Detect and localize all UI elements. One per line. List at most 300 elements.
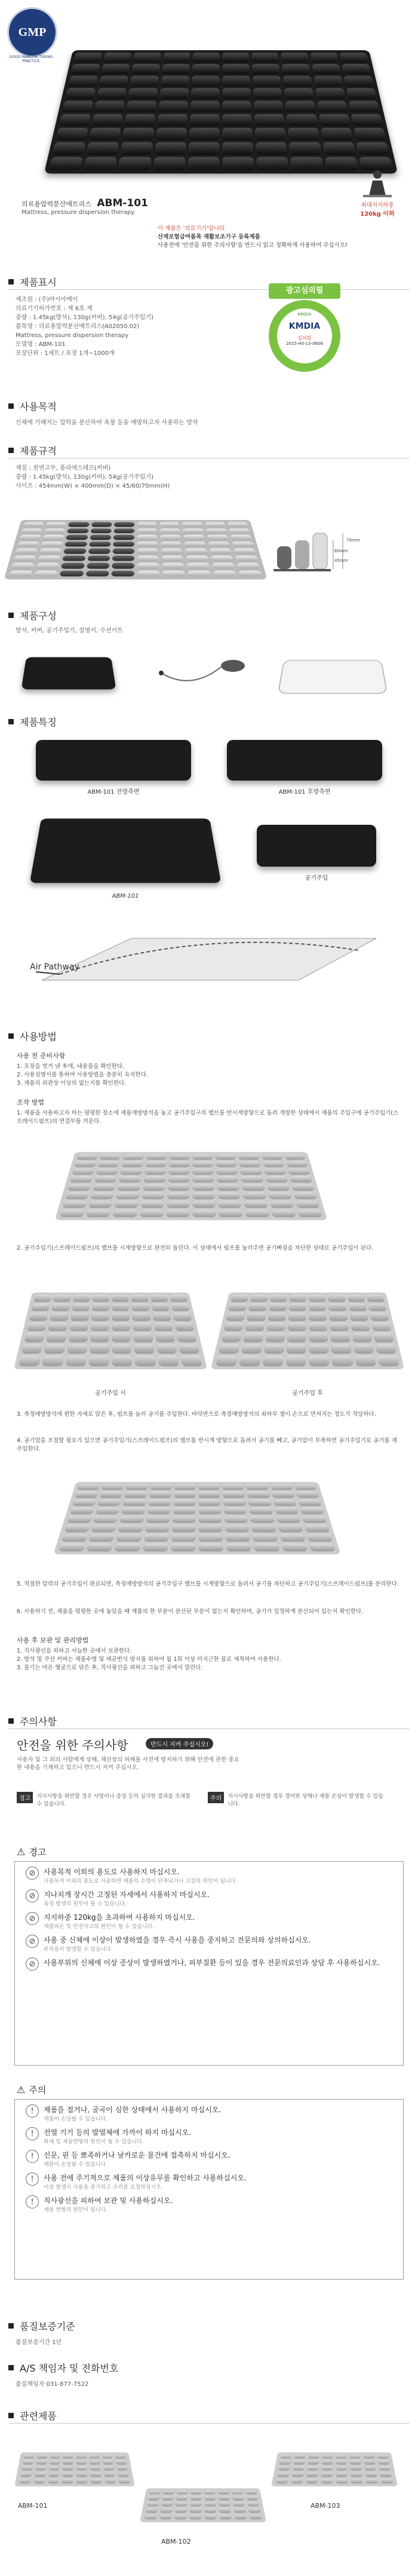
air-cell [160, 535, 182, 540]
air-cell [39, 548, 62, 553]
air-cell [147, 2497, 160, 2501]
feature-caption-rear: ABM-101 후방측면 [278, 789, 331, 796]
air-cell [115, 2455, 126, 2459]
air-cell [49, 2461, 60, 2465]
air-cell [112, 555, 134, 561]
air-cell [253, 76, 282, 87]
air-cell [215, 1154, 236, 1159]
air-cell [354, 1356, 376, 1366]
air-cell [8, 570, 33, 576]
safety-legend [17, 1792, 399, 1825]
air-cell [247, 2502, 259, 2506]
air-cell [233, 2502, 245, 2506]
max-weight-label: 최대지지하중 [361, 202, 394, 209]
air-cell [145, 1525, 170, 1532]
air-cell [71, 1304, 90, 1311]
section-title-features: 제품특징 [8, 715, 57, 729]
air-cell [59, 114, 91, 126]
air-cell [331, 1356, 353, 1366]
air-cell [88, 548, 110, 553]
air-cell [351, 2479, 363, 2483]
air-cell [88, 1356, 109, 1366]
air-cell [124, 114, 155, 126]
related-label-2: ABM-102 [161, 2538, 191, 2546]
air-cell [85, 570, 109, 576]
air-cell [222, 114, 253, 126]
air-cell [189, 114, 220, 126]
air-cell [268, 1304, 287, 1311]
air-cell [29, 1313, 48, 1321]
air-cell [169, 1154, 190, 1159]
air-cell [89, 128, 121, 140]
air-cell [253, 88, 283, 99]
air-cell [122, 1154, 144, 1159]
prep-title: 사용 전 준비사항 [17, 1052, 66, 1060]
air-cell [185, 548, 208, 553]
air-cell [246, 1484, 269, 1490]
air-cell [204, 2491, 216, 2495]
air-cell [241, 1344, 262, 1354]
air-cell [204, 2514, 217, 2519]
air-cell [380, 2479, 394, 2483]
air-cell [190, 2497, 202, 2501]
air-cell [243, 1333, 263, 1342]
air-cell [192, 1201, 216, 1208]
section-title-caution: 주의사항 [8, 1714, 57, 1728]
air-cell [176, 1333, 197, 1342]
air-cell [90, 535, 111, 540]
air-cell [265, 1176, 288, 1182]
label-line: 모델명 : ABM-101 [16, 341, 66, 348]
air-cell [132, 1313, 151, 1321]
air-cell [19, 535, 41, 540]
section-title-usage: 사용방법 [8, 1029, 57, 1043]
air-cell [377, 2461, 390, 2465]
air-cell [274, 1507, 299, 1514]
air-cell [42, 1356, 64, 1366]
safety-intro: 사용자 및 그 외의 사람에게 상해, 재산상의 피해를 사전에 방지하기 위해 안전에 관한 중요한 내용을 기재하고 있으니 반드시 지켜 주십시오. [17, 1757, 239, 1771]
cert-line-1: 심의필 [297, 335, 312, 341]
air-cell [242, 1192, 266, 1199]
air-cell [142, 1184, 165, 1191]
air-cell [247, 1313, 266, 1321]
caution-item-title: 사용부위의 신체에 이상 증상이 발생하였거나, 피부질환 등이 있을 경우 전문의료인과 상담 후 사용하십시오. [44, 1959, 380, 1967]
air-cell [329, 1313, 348, 1321]
air-cell [230, 1295, 249, 1302]
hero-cushion-image [44, 50, 398, 174]
caution-item [26, 1912, 392, 1930]
section-title-spec: 제품규격 [8, 443, 57, 457]
air-cell [211, 563, 235, 569]
air-cell [119, 1516, 144, 1523]
air-cell [289, 1176, 313, 1182]
air-cell [328, 1295, 346, 1302]
prohibited-icon: ⊘ [26, 1867, 39, 1880]
air-cell [230, 535, 252, 540]
air-cell [169, 1295, 188, 1302]
air-cell [72, 1295, 90, 1302]
adjust-step-6: 6. 사용하기 전, 제품을 평평한 곳에 놓았을 때 제품의 한 부분이 분산된 부분이 없는지 확인하며, 공기가 일정하게 분산되어 있는지 확인한다. [17, 1608, 364, 1615]
air-cell [64, 548, 87, 553]
air-cell [131, 64, 160, 74]
air-cell [178, 1344, 200, 1354]
air-cell [288, 1313, 306, 1321]
warning-triangle-icon: ⚠ [17, 1846, 26, 1858]
air-cell [90, 1192, 115, 1199]
air-cell [112, 563, 134, 569]
air-cell [76, 2466, 87, 2470]
air-cell [233, 2508, 246, 2513]
air-cell [111, 570, 134, 576]
air-cell [174, 1484, 196, 1490]
air-cell [68, 1333, 88, 1342]
air-cell [91, 1313, 109, 1321]
air-cell [112, 548, 134, 553]
caution-item [26, 2104, 392, 2122]
air-cell [291, 1184, 315, 1191]
air-cell [256, 157, 289, 170]
air-cell [89, 2455, 100, 2459]
air-cell [279, 1534, 305, 1541]
air-cell [35, 2466, 47, 2470]
air-cell [69, 1176, 93, 1182]
air-cell [52, 142, 86, 155]
air-cell [167, 1192, 190, 1199]
air-cell [62, 2466, 73, 2470]
air-cell [270, 1484, 293, 1490]
air-cell [133, 1323, 152, 1332]
air-cell [285, 1356, 306, 1366]
air-cell [134, 1344, 155, 1354]
label-line: Mattress, pressure dispersion therapy [16, 332, 129, 339]
air-cell [279, 2461, 291, 2465]
air-cell [282, 64, 311, 74]
air-cell [156, 128, 188, 140]
air-cell [36, 2455, 48, 2459]
air-cell [353, 128, 386, 140]
air-cell [204, 2497, 216, 2501]
air-cell [350, 2473, 362, 2477]
air-cell [189, 2514, 202, 2519]
air-cell [159, 528, 180, 533]
air-cell [324, 157, 358, 170]
prohibited-icon: ! [26, 2150, 39, 2163]
air-cell [76, 1154, 98, 1159]
air-cell [251, 1525, 276, 1532]
air-cell [239, 1168, 262, 1174]
caution-item [26, 2150, 392, 2168]
air-cell [117, 1184, 140, 1191]
air-cell [146, 1516, 170, 1523]
air-cell [244, 1201, 268, 1208]
air-cell [351, 1323, 370, 1332]
air-cell [271, 1492, 295, 1498]
air-cell [286, 1344, 306, 1354]
air-cell [76, 2461, 87, 2465]
air-cell [137, 522, 157, 527]
product-subtitle: Mattress, pressure dispersion therapy [21, 209, 135, 216]
parts-text: 방석, 커버, 공기주입기, 설명서, 수선키트 [16, 628, 123, 634]
air-cell [17, 541, 39, 547]
air-cell [356, 142, 390, 155]
air-cell [73, 53, 103, 62]
air-cell [287, 114, 318, 126]
air-cell [166, 1201, 189, 1208]
air-cell [249, 2514, 262, 2519]
air-cell [48, 2466, 60, 2470]
air-cell [289, 1295, 306, 1302]
air-cell [158, 101, 189, 112]
air-cell [66, 535, 88, 540]
air-cell [348, 101, 380, 112]
air-cell [89, 1344, 109, 1354]
prohibited-icon: ! [26, 2127, 39, 2140]
air-cell [131, 1304, 150, 1311]
air-cell [289, 142, 322, 155]
air-cell [231, 541, 254, 547]
air-cell [62, 1201, 87, 1208]
air-cell [94, 101, 125, 112]
air-cell [56, 128, 88, 140]
air-cell [146, 1154, 167, 1159]
caution-item-detail: 제품이 손상될 수 있습니다. [44, 2116, 108, 2122]
air-cell [67, 1516, 93, 1523]
air-cell [13, 555, 37, 561]
air-cell [126, 101, 156, 112]
air-cell [61, 563, 84, 569]
section-bullet-icon [8, 403, 14, 409]
air-cell [310, 53, 339, 62]
adjust-step-3: 3. 측정매방방석에 편한 자세로 앉은 후, 펌프를 눌러 공기를 주입한다. 바닥면으로 측정매방방석의 최하부 셀이 손으로 만져지는 정도가 적당하다. [17, 1411, 376, 1418]
air-cell [162, 53, 190, 62]
air-cell [133, 53, 161, 62]
air-cell [42, 535, 64, 540]
air-cell [223, 1323, 244, 1332]
air-cell [134, 1356, 156, 1366]
air-cell [147, 1507, 171, 1514]
air-cell [176, 2491, 188, 2495]
air-cell [89, 2461, 100, 2465]
caution-item-detail: 제품이 손상될 수 있습니다. [44, 2162, 108, 2168]
air-cell [171, 1525, 196, 1532]
fig-caption-after: 공기주입 후 [292, 1390, 323, 1397]
air-cell [245, 1210, 270, 1217]
air-cell [49, 157, 84, 170]
air-cell [90, 2473, 102, 2477]
air-cell [77, 1484, 100, 1490]
air-cell [173, 1507, 196, 1514]
parts-cushion [21, 657, 116, 690]
air-cell [173, 1500, 196, 1506]
air-cell [176, 2502, 188, 2506]
air-cell [96, 1507, 120, 1514]
air-cell [346, 88, 377, 99]
section-title-related: 관련제품 [8, 2409, 57, 2422]
air-cell [238, 1154, 260, 1159]
air-cell [246, 2497, 259, 2501]
air-cell [121, 1161, 143, 1167]
air-cell [112, 1304, 130, 1311]
air-cell [248, 2508, 261, 2513]
air-cell [125, 1484, 148, 1490]
air-cell [309, 1344, 329, 1354]
section-title-label: 제품표시 [8, 275, 57, 289]
air-cell [143, 1176, 166, 1182]
prohibited-icon: ⊘ [26, 1935, 39, 1948]
air-cell [51, 1304, 70, 1311]
air-cell [245, 2491, 257, 2495]
air-cell [137, 535, 158, 540]
air-cell [321, 128, 353, 140]
air-cell [261, 1154, 283, 1159]
air-cell [232, 2497, 244, 2501]
air-cell [363, 2455, 375, 2459]
air-cell [306, 1534, 333, 1541]
caution-item-detail: 제품 변형의 원인이 됩니다. [44, 2207, 108, 2213]
gmp-badge-ring-text: GOOD MANUFACTURING PRACTICE [9, 55, 53, 63]
air-cell [219, 2514, 232, 2519]
air-cell [143, 1534, 169, 1541]
prep-step: 1. 포장을 벗겨 낸 후에, 내용물을 확인한다. [17, 1063, 125, 1070]
air-cell [330, 1323, 349, 1332]
air-cell [92, 1295, 109, 1302]
feature-front-image [36, 740, 191, 781]
air-cell [102, 2461, 113, 2465]
divider [8, 289, 410, 290]
air-cell [222, 76, 251, 87]
air-cell [103, 53, 132, 62]
air-cell [254, 101, 284, 112]
air-cell [263, 1168, 286, 1174]
air-cell [183, 535, 205, 540]
adjust-step-5: 5. 적절한 압력의 공기주입이 완료되면, 측정매방방석의 공기주입구 밸브를 시계방향으로 돌려서 공기를 차단하고 공기주입기(스프레이드펌프)를 분리한다. [17, 1581, 399, 1587]
air-cell [291, 2473, 304, 2477]
air-cell [285, 1161, 308, 1167]
air-cell [64, 1192, 89, 1199]
air-cell [294, 2455, 306, 2459]
related-product-3 [271, 2452, 398, 2486]
air-cell [205, 528, 227, 533]
air-cell [91, 114, 123, 126]
air-cell [283, 76, 312, 87]
air-cell [160, 2508, 173, 2513]
air-cell [170, 1543, 196, 1551]
air-cell [88, 1534, 115, 1541]
air-cell [92, 1184, 116, 1191]
air-cell [226, 1543, 251, 1551]
air-cell [172, 1313, 192, 1321]
air-cell [297, 1500, 322, 1506]
prohibited-icon: ! [26, 2104, 39, 2118]
air-cell [101, 64, 130, 74]
air-cell [34, 570, 58, 576]
air-cell [99, 1154, 121, 1159]
prohibited-icon: ⊘ [26, 1889, 39, 1902]
air-cell [153, 1323, 173, 1332]
air-cell [249, 1507, 273, 1514]
air-cell [161, 548, 183, 553]
air-cell [271, 1210, 296, 1217]
air-cell [221, 1333, 242, 1342]
air-cell [353, 1344, 374, 1354]
air-cell [114, 522, 134, 527]
air-cell [144, 1168, 166, 1174]
air-cell [186, 563, 210, 569]
product-model: ABM-101 [97, 197, 148, 209]
parts-pump-icon [155, 655, 257, 691]
product-title-block [21, 197, 148, 216]
air-cell [48, 1323, 67, 1332]
air-cell [174, 2514, 187, 2519]
air-cell [349, 2455, 361, 2459]
air-cell [269, 1201, 294, 1208]
air-cell [94, 1176, 118, 1182]
air-cell [116, 1534, 142, 1541]
gmp-badge [7, 7, 57, 57]
air-cell [247, 1492, 270, 1498]
air-cell [263, 1344, 284, 1354]
air-cell [276, 2473, 290, 2477]
air-cell [21, 528, 43, 533]
caution-item-detail: 부작용이 발생할 수 있습니다. [44, 1947, 113, 1953]
air-cell [336, 2479, 348, 2483]
air-cell [24, 1333, 45, 1342]
air-cell [173, 1492, 196, 1498]
air-cell [70, 1313, 90, 1321]
air-cell [41, 541, 64, 547]
air-cell [175, 2508, 188, 2513]
air-cell [371, 1323, 391, 1332]
adjust-step-1: 1. 제품을 사용하고자 하는 평평한 장소에 제품재방방석을 놓고 공기주입구의 밸브를 반시계방향으로 돌려 개방한 상태에서 제품의 주입구에 공기주입기(스프레이드펌프)의 연결부를 끼운다. [17, 1110, 399, 1125]
air-cell [293, 2461, 305, 2465]
purpose-text: 신체에 가해지는 압력을 분산하여 욕창 등을 예방하고자 사용하는 방석 [16, 420, 198, 426]
air-cell [216, 1356, 238, 1366]
air-cell [137, 528, 158, 533]
air-cell [140, 1201, 164, 1208]
air-cell [281, 1543, 308, 1551]
air-cell [273, 1500, 297, 1506]
air-cell [156, 1344, 177, 1354]
air-cell [89, 541, 111, 547]
air-cell [349, 2461, 361, 2465]
air-cell [336, 2455, 347, 2459]
air-cell [365, 2479, 379, 2483]
air-cell [225, 1534, 251, 1541]
air-cell [188, 157, 220, 170]
air-cell [118, 157, 152, 170]
air-cell [218, 1201, 242, 1208]
air-cell [304, 1525, 330, 1532]
air-pathway-diagram [24, 914, 394, 998]
air-cell [192, 1176, 214, 1182]
after-title: 사용 후 보관 및 관리방법 [17, 1636, 89, 1644]
notice-line-3: 사용전에 '안전을 위한 주의사항'을 반드시 읽고 정확하게 사용하여 주십시오! [158, 242, 348, 249]
air-cell [227, 522, 248, 527]
air-cell [250, 1295, 268, 1302]
dim-label-45: 45mm [334, 558, 348, 563]
air-cell [331, 1344, 352, 1354]
air-cell [137, 548, 159, 553]
air-cell [219, 2502, 231, 2506]
air-cell [232, 2491, 244, 2495]
air-cell [130, 76, 159, 87]
air-cell [88, 1201, 113, 1208]
caution-item-title: 직사광선을 피하여 보관 및 사용하십시오. [44, 2196, 173, 2205]
air-cell [309, 1304, 327, 1311]
air-cell [242, 1184, 265, 1191]
air-cell [154, 142, 186, 155]
air-cell [190, 2502, 202, 2506]
